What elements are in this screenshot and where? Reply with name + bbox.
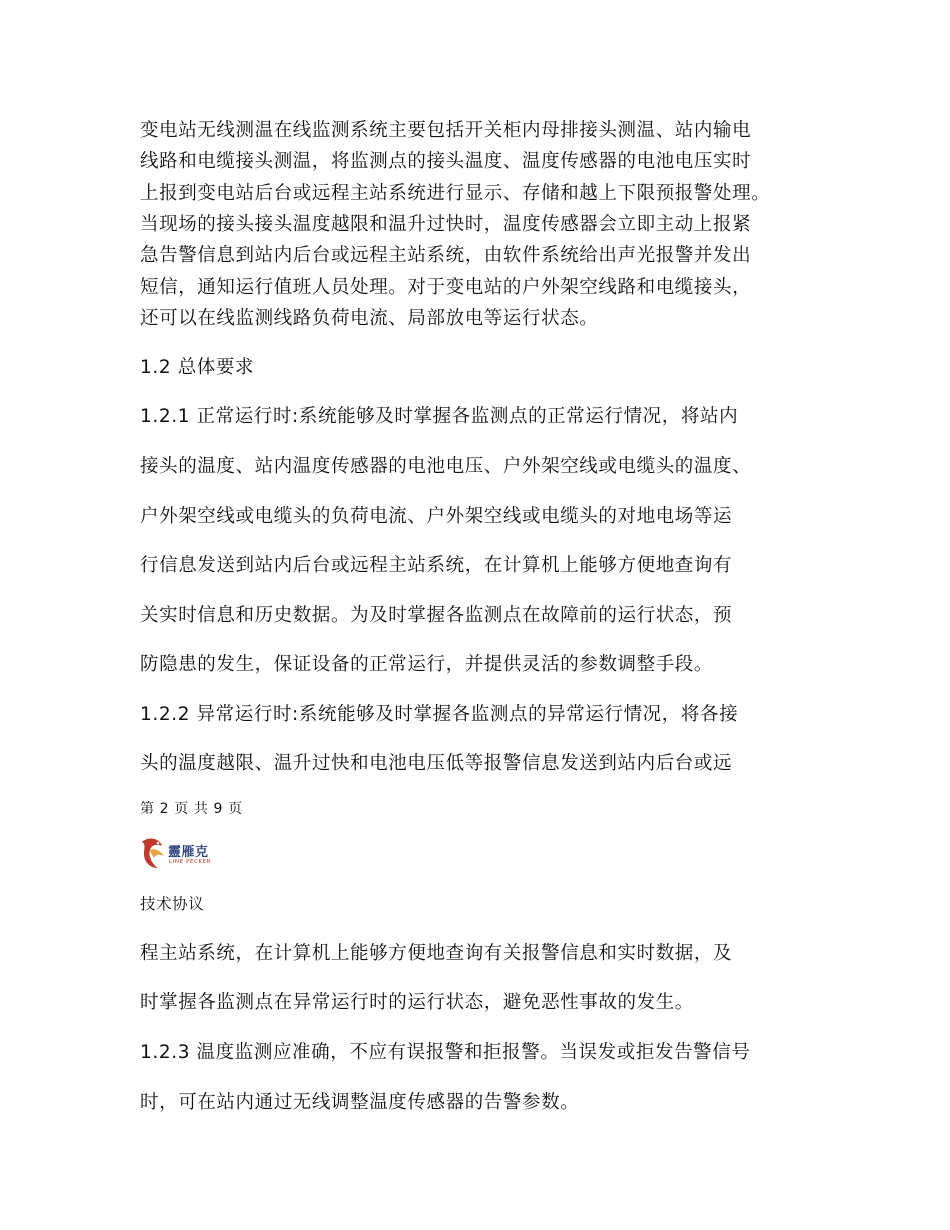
company-logo	[138, 834, 238, 874]
text-line: 变电站无线测温在线监测系统主要包括开关柜内母排接头测温、站内输电	[140, 120, 752, 141]
text-line: 户外架空线或电缆头的负荷电流、户外架空线或电缆头的对地电场等运	[140, 506, 733, 527]
text-line: 还可以在线监测线路负荷电流、局部放电等运行状态。	[140, 308, 599, 329]
bird-logo-icon	[138, 834, 168, 874]
text-line: 关实时信息和历史数据。为及时掌握各监测点在故障前的运行状态，预	[140, 605, 733, 626]
text-line: 当现场的接头接头温度越限和温升过快时，温度传感器会立即主动上报紧	[140, 214, 752, 235]
logo-subtext: LINE PECKER	[169, 859, 212, 865]
text-line: 线路和电缆接头测温，将监测点的接头温度、温度传感器的电池电压实时	[140, 151, 752, 172]
text-line: 头的温度越限、温升过快和电池电压低等报警信息发送到站内后台或远	[140, 753, 733, 774]
text-line: 行信息发送到站内后台或远程主站系统，在计算机上能够方便地查询有	[140, 555, 733, 576]
document-header-label: 技术协议	[140, 895, 205, 913]
text-line: 时，可在站内通过无线调整温度传感器的告警参数。	[140, 1092, 580, 1113]
text-line: 1.2.2 异常运行时:系统能够及时掌握各监测点的异常运行情况，将各接	[140, 704, 739, 725]
text-line: 上报到变电站后台或远程主站系统进行显示、存储和越上下限预报警处理。	[140, 183, 771, 204]
text-line: 接头的温度、站内温度传感器的电池电压、户外架空线或电缆头的温度、	[140, 456, 752, 477]
text-line: 防隐患的发生，保证设备的正常运行，并提供灵活的参数调整手段。	[140, 654, 714, 675]
logo-text: 靈雁克	[168, 845, 209, 860]
text-line: 时掌握各监测点在异常运行时的运行状态，避免恶性事故的发生。	[140, 992, 694, 1013]
text-line: 1.2.1 正常运行时:系统能够及时掌握各监测点的正常运行情况，将站内	[140, 406, 739, 427]
text-line: 短信，通知运行值班人员处理。对于变电站的户外架空线路和电缆接头，	[140, 277, 752, 298]
page-footer: 第 2 页 共 9 页	[140, 801, 243, 817]
text-line: 急告警信息到站内后台或远程主站系统，由软件系统给出声光报警并发出	[140, 245, 752, 266]
section-heading: 1.2 总体要求	[140, 357, 255, 378]
text-line: 1.2.3 温度监测应准确，不应有误报警和拒报警。当误发或拒发告警信号	[140, 1042, 751, 1063]
text-line: 程主站系统，在计算机上能够方便地查询有关报警信息和实时数据，及	[140, 943, 733, 964]
